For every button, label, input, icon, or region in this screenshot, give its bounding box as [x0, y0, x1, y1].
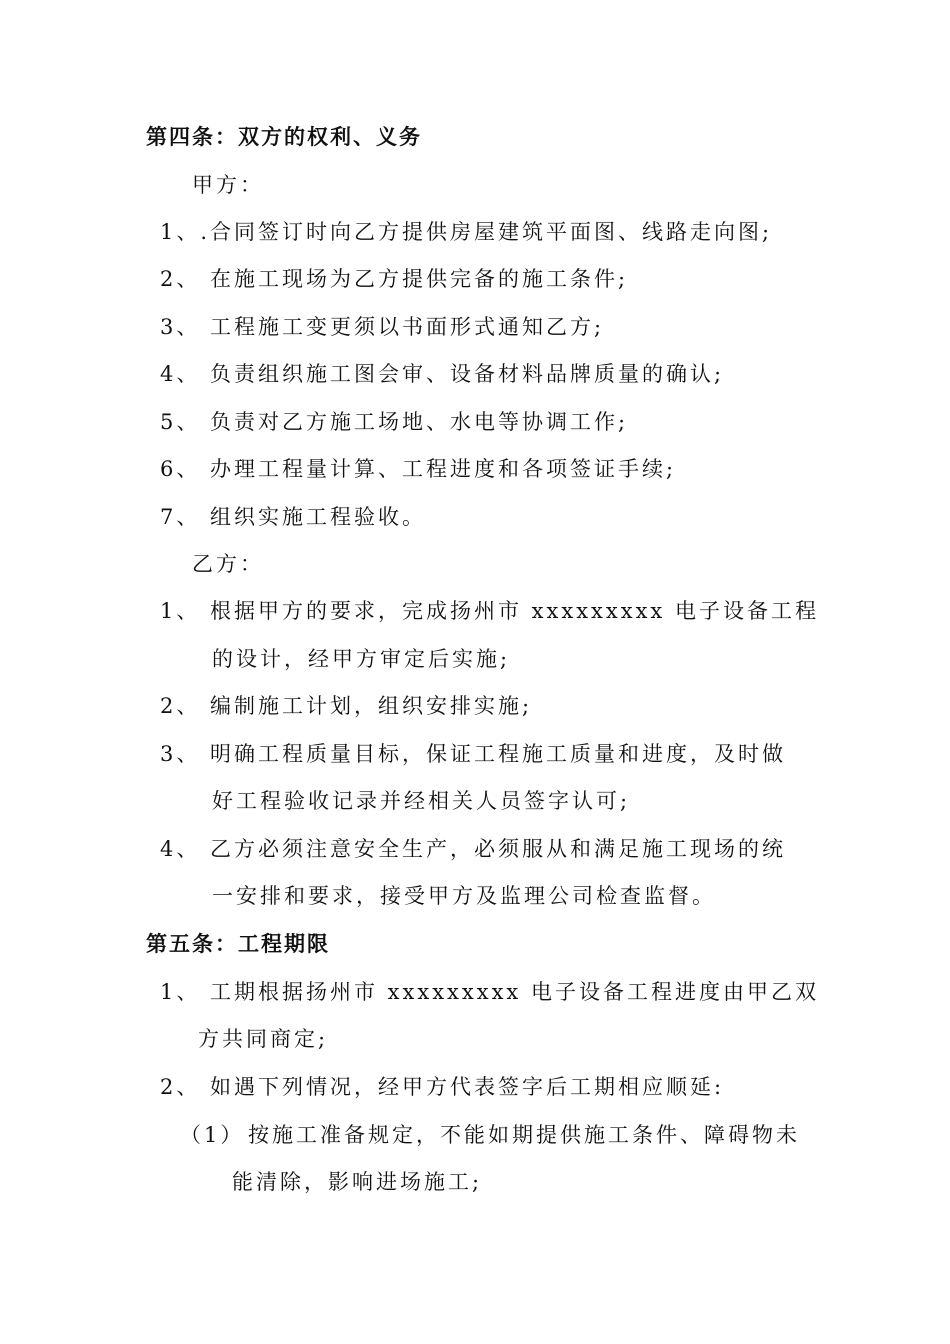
item-number: 2、 — [160, 1075, 201, 1099]
sub-item-text: 按施工准备规定，不能如期提供施工条件、障碍物未 — [248, 1123, 800, 1147]
party-b-item-3-continuation: 好工程验收记录并经相关人员签字认可; — [212, 789, 631, 813]
sub-item-number: （1） — [180, 1123, 245, 1147]
party-a-item-2 — [160, 267, 628, 291]
party-b-item-3 — [160, 742, 786, 766]
item-text: 在施工现场为乙方提供完备的施工条件; — [210, 267, 629, 291]
item-number: 1、 — [160, 220, 201, 244]
item-number: 7、 — [160, 505, 201, 529]
item-text: 负责对乙方施工场地、水电等协调工作; — [210, 410, 629, 434]
item-text: 负责组织施工图会审、设备材料品牌质量的确认; — [210, 362, 725, 386]
party-b-label: 乙方： — [192, 552, 264, 576]
article-5-item-2 — [160, 1075, 724, 1099]
party-a-item-4 — [160, 362, 724, 386]
item-text: 明确工程质量目标，保证工程施工质量和进度，及时做 — [210, 742, 786, 766]
party-a-item-3 — [160, 315, 604, 339]
article-4-heading: 第四条：双方的权利、义务 — [146, 124, 422, 149]
item-number: 3、 — [160, 742, 201, 766]
article-5-sub-item-1 — [180, 1123, 800, 1147]
item-text: 组织实施工程验收。 — [210, 505, 426, 529]
item-number: 2、 — [160, 694, 201, 718]
item-text: 办理工程量计算、工程进度和各项签证手续; — [210, 457, 677, 481]
item-text: 乙方必须注意安全生产，必须服从和满足施工现场的统 — [210, 837, 786, 861]
party-b-item-2 — [160, 694, 532, 718]
party-a-item-7 — [160, 505, 426, 529]
item-text: .合同签订时向乙方提供房屋建筑平面图、线路走向图; — [200, 220, 773, 244]
party-a-item-5 — [160, 410, 628, 434]
party-a-item-6 — [160, 457, 676, 481]
item-number: 3、 — [160, 315, 201, 339]
item-text: 工程施工变更须以书面形式通知乙方; — [210, 315, 605, 339]
item-text: 工期根据扬州市 xxxxxxxxx 电子设备工程进度由甲乙双 — [210, 980, 819, 1004]
party-b-item-1 — [160, 599, 819, 623]
item-text: 编制施工计划，组织安排实施; — [210, 694, 533, 718]
item-number: 4、 — [160, 362, 201, 386]
item-number: 1、 — [160, 980, 201, 1004]
item-number: 2、 — [160, 267, 201, 291]
party-b-item-4-continuation: 一安排和要求，接受甲方及监理公司检查监督。 — [212, 884, 716, 908]
party-a-label: 甲方： — [192, 173, 264, 197]
article-5-item-1-continuation: 方共同商定; — [198, 1027, 329, 1051]
item-number: 6、 — [160, 457, 201, 481]
item-text: 如遇下列情况，经甲方代表签字后工期相应顺延: — [210, 1075, 725, 1099]
party-b-item-4 — [160, 837, 786, 861]
item-number: 1、 — [160, 599, 201, 623]
party-b-item-1-continuation: 的设计，经甲方审定后实施; — [212, 647, 511, 671]
item-text: 根据甲方的要求，完成扬州市 xxxxxxxxx 电子设备工程 — [210, 599, 819, 623]
article-5-sub-item-1-continuation: 能清除，影响进场施工; — [232, 1170, 483, 1194]
item-number: 5、 — [160, 410, 201, 434]
party-a-item-1 — [160, 220, 772, 244]
item-number: 4、 — [160, 837, 201, 861]
article-5-item-1 — [160, 980, 819, 1004]
article-5-heading: 第五条：工程期限 — [146, 931, 330, 956]
